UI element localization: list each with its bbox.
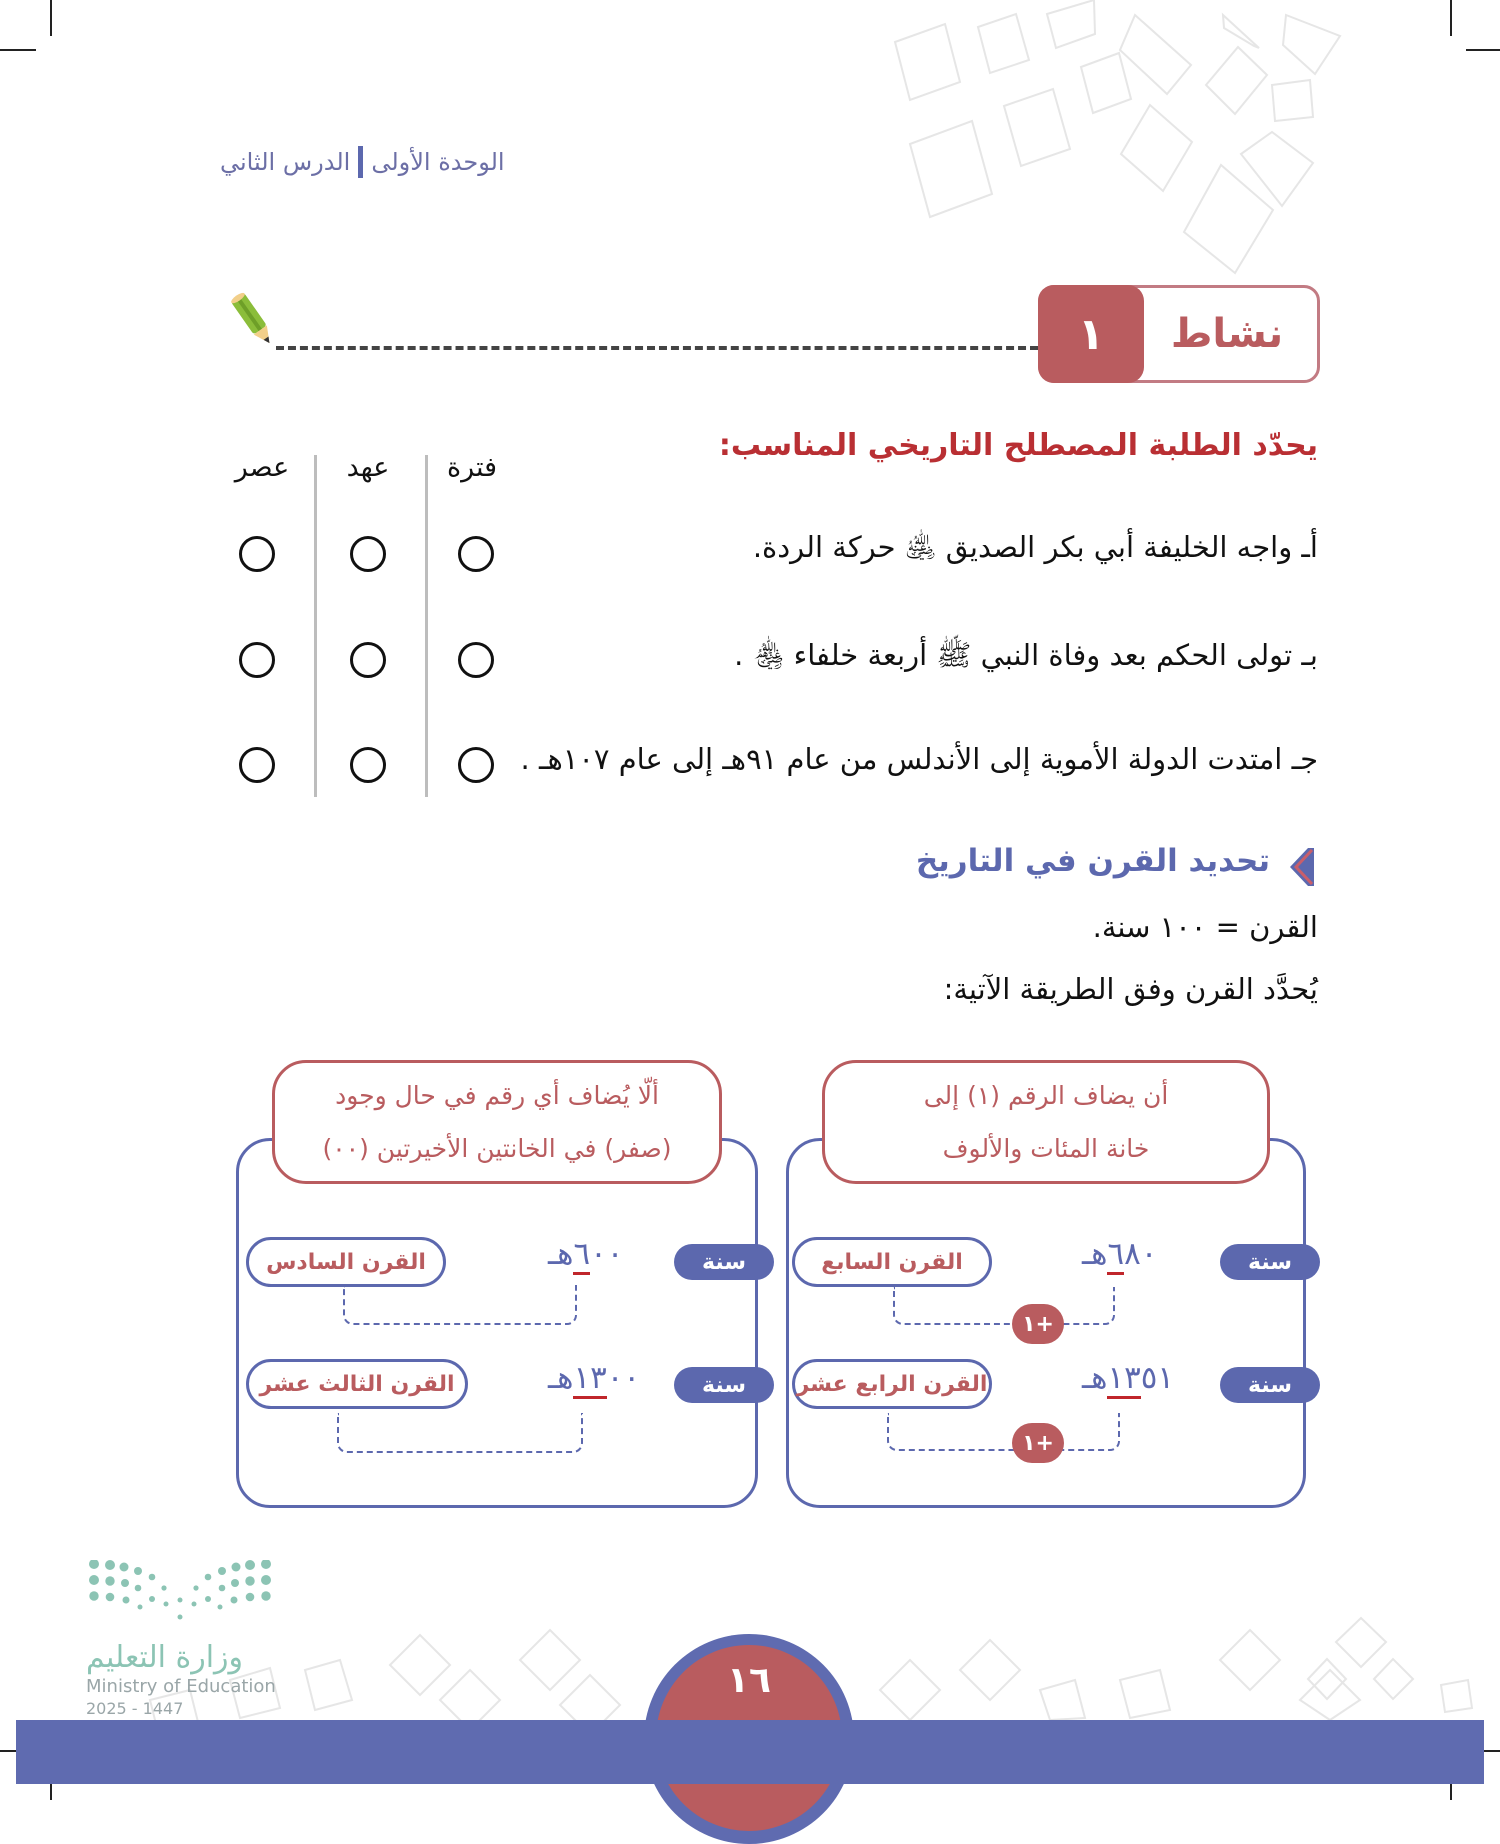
dashed-connector xyxy=(893,1287,1115,1325)
ministry-name-arabic: وزارة التعليم xyxy=(86,1640,244,1675)
section-title: تحديد القرن في التاريخ xyxy=(915,843,1270,879)
activity-label: نشاط xyxy=(1170,311,1284,357)
year-label-pill: سنة xyxy=(674,1244,774,1280)
page-number: ١٦ xyxy=(727,1660,771,1701)
panel-no-add-heading: ألّا يُضاف أي رقم في حال وجود (صفر) في الخانتين الأخيرتين (٠٠) xyxy=(272,1060,722,1184)
dashed-divider xyxy=(276,346,1038,350)
century-result: القرن الثالث عشر xyxy=(246,1359,468,1409)
plus-one-badge: +١ xyxy=(1012,1304,1064,1344)
radio-c-reign[interactable] xyxy=(350,747,386,783)
radio-b-reign[interactable] xyxy=(350,642,386,678)
question-item-b: بـ تولى الحكم بعد وفاة النبي ﷺ أربعة خلفاء ﵃ . xyxy=(734,638,1318,672)
year-label-pill: سنة xyxy=(1220,1367,1320,1403)
year-label-pill: سنة xyxy=(674,1367,774,1403)
year-value: ٦٠٠هـ xyxy=(548,1236,623,1272)
activity-box xyxy=(1038,285,1320,383)
dashed-connector xyxy=(887,1413,1120,1451)
footer-bar xyxy=(16,1720,1484,1784)
pencil-icon xyxy=(226,290,282,352)
radio-c-period[interactable] xyxy=(458,747,494,783)
radio-b-era[interactable] xyxy=(239,642,275,678)
radio-b-period[interactable] xyxy=(458,642,494,678)
question-title: يحدّد الطلبة المصطلح التاريخي المناسب: xyxy=(718,428,1318,463)
column-header-reign: عهد xyxy=(346,452,390,483)
radio-a-era[interactable] xyxy=(239,536,275,572)
century-result: القرن الرابع عشر xyxy=(792,1359,992,1409)
column-divider xyxy=(425,455,428,797)
breadcrumb-separator xyxy=(358,146,363,178)
edition-year: 2025 - 1447 xyxy=(86,1699,184,1718)
radio-a-period[interactable] xyxy=(458,536,494,572)
year-value: ١٣٥١هـ xyxy=(1082,1360,1174,1396)
question-item-a: أـ واجه الخليفة أبي بكر الصديق ﵁ حركة الردة. xyxy=(752,530,1318,564)
breadcrumb-lesson: الدرس الثاني xyxy=(220,148,351,176)
year-value: ١٣٠٠هـ xyxy=(548,1360,640,1396)
century-result: القرن السادس xyxy=(246,1237,446,1287)
dashed-connector xyxy=(343,1285,577,1325)
column-divider xyxy=(314,455,317,797)
column-header-era: عصر xyxy=(234,452,290,483)
breadcrumb xyxy=(220,140,540,184)
question-item-c: جـ امتدت الدولة الأموية إلى الأندلس من عام ٩١هـ إلى عام ١٠٧هـ . xyxy=(520,742,1318,776)
dashed-connector xyxy=(337,1413,583,1453)
ministry-logo-icon xyxy=(88,1560,272,1624)
breadcrumb-unit: الوحدة الأولى xyxy=(371,148,505,176)
chevron-left-icon xyxy=(1288,846,1318,888)
activity-number: ١ xyxy=(1038,285,1144,383)
radio-a-reign[interactable] xyxy=(350,536,386,572)
radio-c-era[interactable] xyxy=(239,747,275,783)
century-result: القرن السابع xyxy=(792,1237,992,1287)
column-header-period: فترة xyxy=(446,452,498,483)
year-value: ٦٨٠هـ xyxy=(1082,1236,1157,1272)
ministry-name-english: Ministry of Education xyxy=(86,1676,276,1697)
method-intro: يُحدَّد القرن وفق الطريقة الآتية: xyxy=(943,972,1318,1006)
century-definition: القرن = ١٠٠ سنة. xyxy=(1092,910,1318,944)
plus-one-badge: +١ xyxy=(1012,1423,1064,1463)
panel-add-one-heading: أن يضاف الرقم (١) إلى خانة المئات والألوف xyxy=(822,1060,1270,1184)
year-label-pill: سنة xyxy=(1220,1244,1320,1280)
